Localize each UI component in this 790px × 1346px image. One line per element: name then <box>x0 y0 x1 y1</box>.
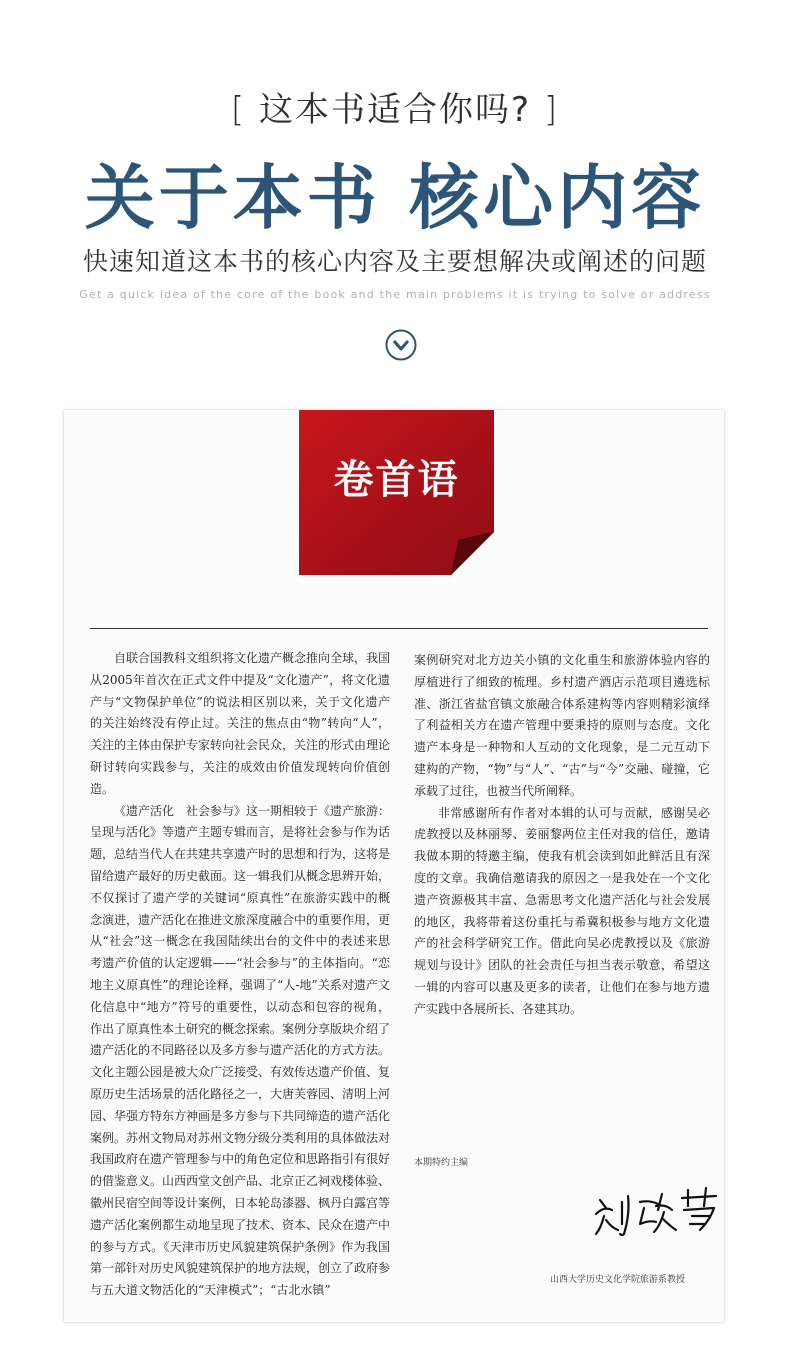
page-subtitle: 快速知道这本书的核心内容及主要想解决或阐述的问题 <box>82 247 707 276</box>
bracket-open: [ <box>230 90 247 130</box>
book-page <box>64 410 724 1322</box>
chevron-down-circle-icon[interactable] <box>385 329 417 361</box>
page-title: 关于本书 核心内容 <box>84 156 706 239</box>
text-column-right <box>414 650 710 1021</box>
divider-rule <box>90 628 708 629</box>
paragraph: 案例研究对北方边关小镇的文化重生和旅游体验内容的厚植进行了细致的梳理。乡村遗产酒店示范项目遴选标准、浙江省盐官镇文旅融合体系建构等内容则精彩演绎了利益相关方在遗产管理中要秉持的原则与态度。文化遗产本身是一种物和人互动的文化现象，是二元互动下建构的产物，“物”与“人”、“古”与“今”交融、碰撞，它承载了过往，也被当代所阐释。 <box>414 653 710 798</box>
text-column-left <box>90 648 390 1302</box>
banner-title: 卷首语 <box>333 457 460 503</box>
header-question <box>0 82 790 131</box>
page-subtitle-english: Get a quick idea of the core of the book and the main problems it is trying to solve or address <box>79 288 711 301</box>
paragraph: 自联合国教科文组织将文化遗产概念推向全球，我国从2005年首次在正式文件中提及“文化遗产”，将文化遗产与“文物保护单位”的说法相区别以来，关于文化遗产的关注始终没有停止过。关注的焦点由“物”转向“人”，关注的主体由保护专家转向社会民众，关注的形式由理论研讨转向实践参与，关注的成效由价值发现转向价值创造。 <box>90 651 391 796</box>
editor-label: 本期特约主编 <box>414 1158 469 1168</box>
paragraph: 非常感谢所有作者对本辑的认可与贡献，感谢吴必虎教授以及林丽琴、姜丽黎两位主任对我的信任，邀请我做本期的特邀主编，使我有机会读到如此鲜活且有深度的文章。我确信邀请我的原因之一是我处在一个文化遗产资源极其丰富、急需思考文化遗产活化与社会发展的地区，我将带着这份重托与希冀积极参与地方文化遗产的社会科学研究工作。借此向吴必虎教授以及《旅游规划与设计》团队的社会责任与担当表示敬意，希望这一辑的内容可以惠及更多的读者，让他们在参与地方遗产实践中各展所长、各建其功。 <box>414 805 710 1016</box>
paragraph: 《遗产活化 社会参与》这一期相较于《遗产旅游：呈现与活化》等遗产主题专辑而言，是将社会参与作为话题，总结当代人在共建共享遗产时的思想和行为，这将是留给遗产最好的历史截面。这一辑我们从概念思辨开始，不仅探讨了遗产学的关键词“原真性”在旅游实践中的概念演进，遗产活化在推进文旅深度融合中的重要作用，更从“社会”这一概念在我国陆续出台的文件中的表述来思考遗产价值的认定逻辑——“社会参与”的主体指向。“恋地主义原真性”的理论诠释，强调了“人-地”关系对遗产文化信息中“地方”符号的重要性，以动态和包容的视角，作出了原真性本土研究的概念探索。案例分享版块介绍了遗产活化的不同路径以及多方参与遗产活化的方式方法。文化主题公园是被大众广泛接受、有效传达遗产价值、复原历史生活场景的活化路径之一，大唐芙蓉园、清明上河园、华强方特东方神画是多方参与下共同缔造的遗产活化案例。苏州文物局对苏州文物分级分类利用的具体做法对我国政府在遗产管理参与中的角色定位和思路指引有很好的借鉴意义。山西西堂文创产品、北京正乙祠戏楼体验、徽州民宿空间等设计案例，日本轮岛漆器、枫丹白露宫等遗产活化案例都生动地呈现了技术、资本、民众在遗产中的参与方式。《天津市历史风貌建筑保护条例》作为我国第一部针对历史风貌建筑保护的地方法规，创立了政府参与五大道文物活化的“天津模式”；“古北水镇” <box>90 803 391 1298</box>
handwritten-signature <box>592 1180 722 1240</box>
bracket-close: ] <box>543 90 560 130</box>
header-question-text: 这本书适合你吗? <box>258 90 532 130</box>
editor-affiliation: 山西大学历史文化学院旅游系教授 <box>550 1275 686 1285</box>
